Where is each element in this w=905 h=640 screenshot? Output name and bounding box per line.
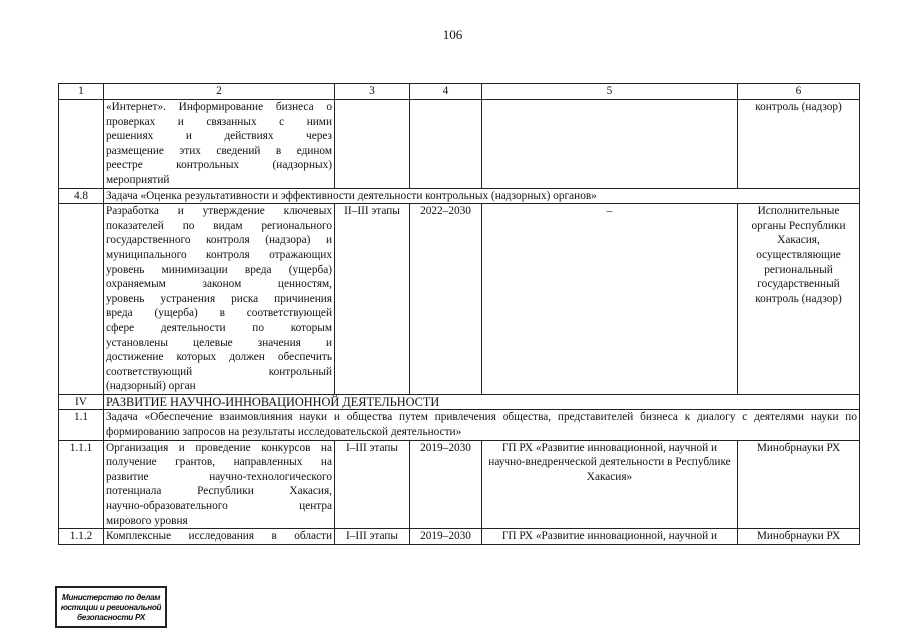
text-line: (надзорный) орган	[106, 380, 196, 393]
row-number-cell: 1.1.1	[59, 440, 104, 529]
page-number: 106	[442, 27, 463, 42]
text-line: уровень устранения риска причинения	[106, 292, 332, 305]
header-cell: 6	[738, 84, 860, 100]
text-line: получение грантов, направленных на	[106, 456, 332, 469]
row-number-cell: 1.1.2	[59, 529, 104, 545]
text-line: государственного контроля (надзора) и	[106, 234, 332, 247]
program-cell: –	[482, 204, 738, 395]
task-title-cell: Задача «Оценка результативности и эффективности деятельности контрольных (надзорных) органов»	[104, 188, 860, 204]
header-row	[59, 84, 860, 100]
stage-cell	[335, 100, 410, 189]
text-line: муниципального контроля отражающих	[106, 248, 332, 261]
program-cell: ГП РХ «Развитие инновационной, научной и	[482, 529, 738, 545]
responsible-cell: контроль (надзор)	[738, 100, 860, 189]
text-line: установлены целевые значения и	[106, 336, 332, 349]
period-cell	[410, 100, 482, 189]
text-line: показателей по видам регионального	[106, 219, 332, 232]
table-row	[59, 100, 860, 189]
program-cell	[482, 100, 738, 189]
ministry-stamp	[55, 586, 167, 628]
row-number-cell	[59, 100, 104, 189]
responsible-cell: Исполнительные органы Республики Хакасия, осуществляющие региональный государственный контроль (надзор)	[738, 204, 860, 395]
stamp-line: юстиции и региональной	[60, 603, 162, 612]
table-row	[59, 529, 860, 545]
text-line: охраняемым законом ценностям,	[106, 278, 332, 291]
measure-description-cell	[104, 100, 335, 189]
section-title-cell: РАЗВИТИЕ НАУЧНО-ИННОВАЦИОННОЙ ДЕЯТЕЛЬНОСТИ	[104, 394, 860, 410]
stage-cell: I–III этапы	[335, 440, 410, 529]
text-line: вреда (ущерба) в соответствующей	[106, 307, 332, 320]
header-cell: 1	[59, 84, 104, 100]
text-line: проверках и связанных с ними	[106, 115, 332, 128]
text-line: уровень минимизации вреда (ущерба)	[106, 263, 332, 276]
row-number-cell: 4.8	[59, 188, 104, 204]
text-line: достижение которых должен обеспечить	[106, 351, 332, 364]
section-row	[59, 394, 860, 410]
header-cell: 5	[482, 84, 738, 100]
period-cell: 2022–2030	[410, 204, 482, 395]
responsible-cell: Минобрнауки РХ	[738, 529, 860, 545]
row-number-cell: 1.1	[59, 410, 104, 440]
responsible-cell: Минобрнауки РХ	[738, 440, 860, 529]
header-cell: 3	[335, 84, 410, 100]
text-line: научно-образовательного центра	[106, 500, 332, 513]
text-line: мероприятий	[106, 173, 170, 186]
task-row	[59, 410, 860, 440]
header-cell: 2	[104, 84, 335, 100]
task-row	[59, 188, 860, 204]
text-line: «Интернет». Информирование бизнеса о	[106, 101, 332, 113]
section-number-cell: IV	[59, 394, 104, 410]
text-line: Разработка и утверждение ключевых	[106, 205, 332, 218]
text-line: потенциала Республики Хакасия,	[106, 485, 332, 498]
text-line: мирового уровня	[106, 514, 188, 527]
text-line: Организация и проведение конкурсов на	[106, 441, 332, 454]
stage-cell: I–III этапы	[335, 529, 410, 545]
text-line: сфере деятельности по которым	[106, 321, 332, 334]
task-title-cell: Задача «Обеспечение взаимовлияния науки и общества путем привлечения общества, представителей бизнеса к диалогу с деятелями науки по формированию запросов на результаты исследовательской деятельности»	[104, 410, 860, 440]
text-line: Комплексные исследования в области	[106, 530, 332, 543]
table-row	[59, 440, 860, 529]
period-cell: 2019–2030	[410, 440, 482, 529]
period-cell: 2019–2030	[410, 529, 482, 545]
measure-description-cell	[104, 440, 335, 529]
measures-table	[58, 83, 860, 545]
text-line: реестре контрольных (надзорных)	[106, 159, 332, 172]
text-line: решениях и действиях через	[106, 130, 332, 143]
text-line: развитие научно-технологического	[106, 470, 332, 483]
program-cell: ГП РХ «Развитие инновационной, научной и научно-внедренческой деятельности в Республике Хакасия»	[482, 440, 738, 529]
stamp-line: Министерство по делам	[61, 593, 161, 602]
row-number-cell	[59, 204, 104, 395]
measure-description-cell	[104, 204, 335, 395]
text-line: соответствующий контрольный	[106, 365, 332, 378]
stamp-line: безопасности РХ	[77, 613, 145, 622]
stage-cell: II–III этапы	[335, 204, 410, 395]
header-cell: 4	[410, 84, 482, 100]
table-row	[59, 204, 860, 395]
text-line: размещение этих сведений в едином	[106, 144, 332, 157]
measure-description-cell	[104, 529, 335, 545]
